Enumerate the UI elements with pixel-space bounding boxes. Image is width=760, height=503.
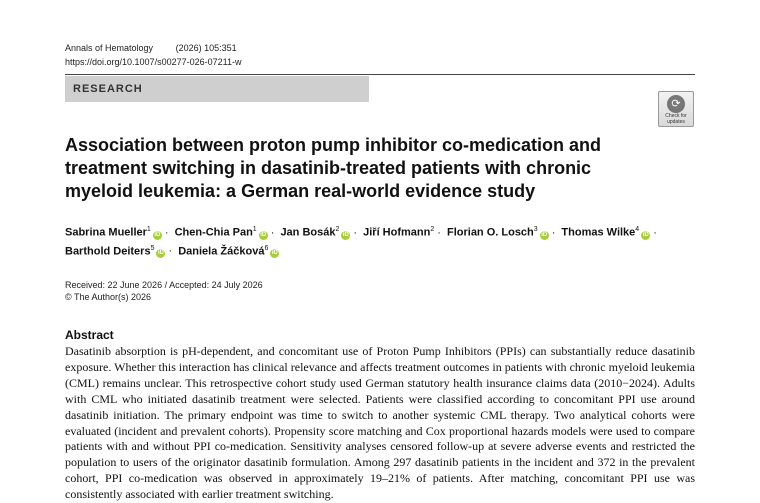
article-dates <box>65 279 263 303</box>
header-rule <box>65 74 695 75</box>
check-updates-label: Check for updates <box>665 113 687 125</box>
abstract-heading: Abstract <box>65 328 114 342</box>
author-affiliation: 2 <box>430 226 435 233</box>
author-name[interactable]: Florian O. Losch <box>446 226 534 239</box>
author-name[interactable]: Thomas Wilke <box>561 226 636 239</box>
author-affiliation: 6 <box>264 244 269 252</box>
orcid-icon[interactable]: iD <box>541 231 548 238</box>
author-name[interactable]: Jiří Hofmann <box>363 226 431 239</box>
article-title: Association between proton pump inhibitor co-medication and treatment switching in dasatinib-treated patients with chronic myeloid leukemia: a German real-world evidence study <box>65 135 602 201</box>
author-name[interactable]: Daniela Žáčková <box>178 245 265 258</box>
author-affiliation: 2 <box>335 226 340 233</box>
copyright-notice: © The Author(s) 2026 <box>65 292 152 302</box>
author-affiliation: 1 <box>252 226 257 233</box>
check-for-updates-button[interactable] <box>658 91 694 127</box>
orcid-icon[interactable]: iD <box>154 231 161 238</box>
journal-meta <box>65 41 241 69</box>
author-list: Sabrina Mueller$^1$iD · Chen-Chia Pan$^1$iD · Jan Bosák$^2$iD · Jiří Hofmann$^2$ · Florian O. Losch$^3$iD · Thomas Wilke$^4$iD · Barthold Deiters$^5$iD · Daniela Žáčková$^6$iD <box>65 226 657 258</box>
author-name[interactable]: Sabrina Mueller <box>65 226 147 239</box>
article-type-banner: RESEARCH <box>65 76 369 102</box>
journal-name: Annals of Hematology <box>65 43 154 53</box>
author-name[interactable]: Chen-Chia Pan <box>174 226 253 239</box>
author-affiliation: 3 <box>533 226 538 233</box>
orcid-icon[interactable]: iD <box>642 231 649 238</box>
author-name[interactable]: Jan Bosák <box>280 226 336 239</box>
doi-link[interactable]: https://doi.org/10.1007/s00277-026-07211-w <box>65 57 242 67</box>
check-updates-icon: ⟳ <box>667 95 685 113</box>
journal-citation: (2026) 105:351 <box>175 43 237 53</box>
author-affiliation: 4 <box>635 226 640 233</box>
abstract-text: Dasatinib absorption is pH-dependent, and concomitant use of Proton Pump Inhibitors (PPIs) can substantially reduce dasatinib exposure. Whether this interaction has clinical relevance and affects treatment outcomes in patients with chronic myeloid leukemia (CML) remains unclear. This retrospective cohort study used German statutory health insurance claims data (2010−2024). Adults with CML who initiated dasatinib treatment were selected. Patients were classified according to concomitant PPI use around dasatinib initiation. The primary endpoint was time to switch to another systemic CML therapy. Two analytical cohorts were evaluated (incident and prevalent cohorts). Propensity score matching and Cox proportional hazards models were used to compare patients with and without PPI co-medication. Sensitivity analyses censored follow-up at severe adverse events and restricted the population to users of the originator dasatinib formulation. Among 297 dasatinib patients in the incident and 372 in the prevalent cohort, PPI co-medication was observed in approximately 19–21% of patients. After matching, concomitant PPI use was consistently associated with earlier treatment switching. <box>65 344 695 502</box>
author-affiliation: 1 <box>146 226 151 233</box>
author-name[interactable]: Barthold Deiters <box>65 245 151 258</box>
orcid-icon[interactable]: iD <box>271 250 278 257</box>
orcid-icon[interactable]: iD <box>157 250 164 257</box>
received-accepted-dates: Received: 22 June 2026 / Accepted: 24 July 2026 <box>65 280 263 290</box>
orcid-icon[interactable]: iD <box>342 231 349 238</box>
author-affiliation: 5 <box>150 244 155 252</box>
orcid-icon[interactable]: iD <box>260 231 267 238</box>
